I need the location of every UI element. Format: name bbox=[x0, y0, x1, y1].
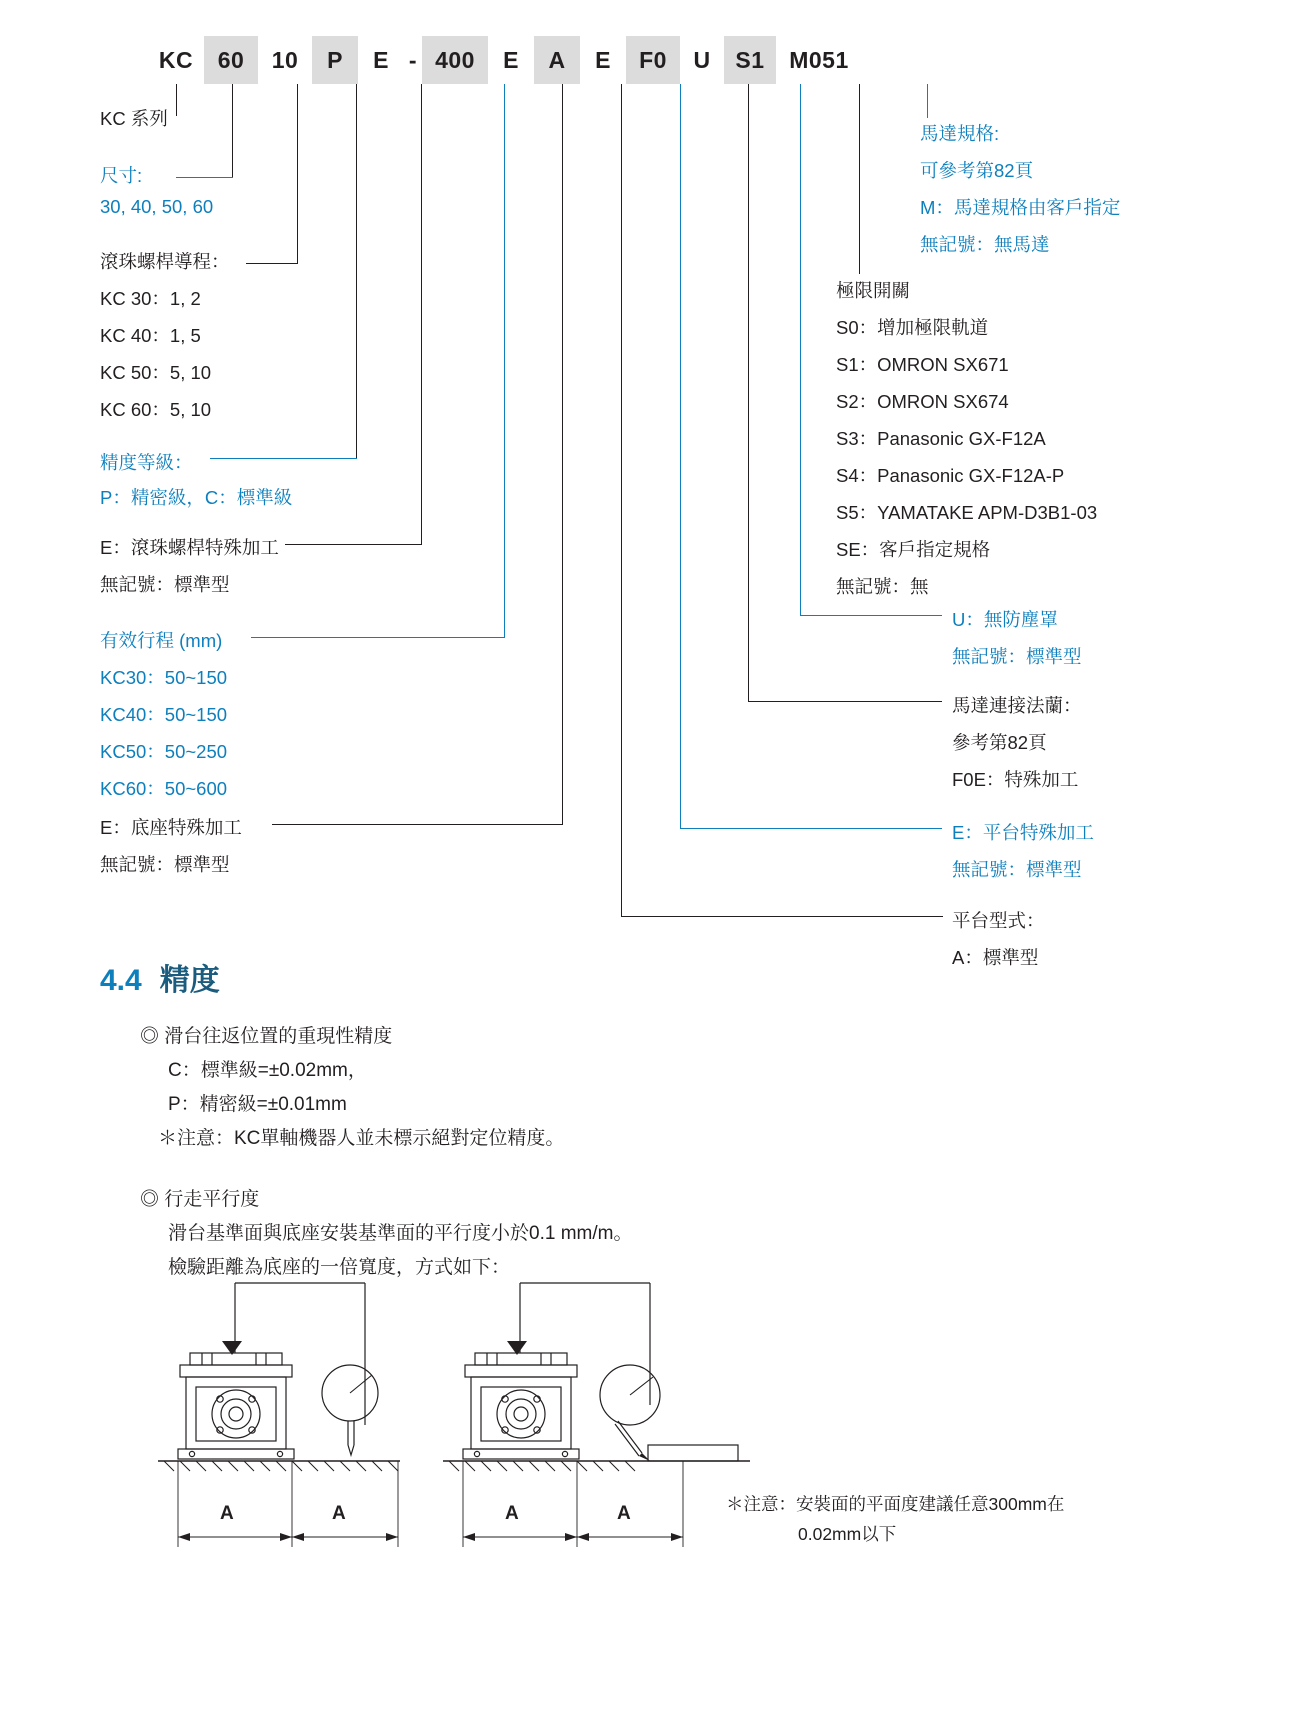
callout-flange-line-2: 參考第82頁 bbox=[952, 732, 1047, 753]
callout-limit-line-3: S1：OMRON SX671 bbox=[836, 354, 1009, 375]
callout-grade-line-2: P：精密級，C：標準級 bbox=[100, 487, 293, 508]
code-cell-stroke: 400 bbox=[422, 36, 488, 84]
callout-stroke-line-1: 有效行程 (mm) bbox=[100, 630, 223, 651]
section-title: 精度 bbox=[159, 964, 220, 997]
callout-lead-line-2: KC 30：1, 2 bbox=[100, 288, 201, 309]
code-cell-flange: F0 bbox=[626, 36, 680, 84]
callout-table-special-line-2: 無記號：標準型 bbox=[952, 859, 1082, 880]
accuracy-item-1-line-2: P：精密級=±0.01mm bbox=[168, 1094, 347, 1115]
leader-dust-horizontal bbox=[800, 615, 942, 616]
accuracy-item-1-title: ◎ 滑台往返位置的重現性精度 bbox=[140, 1026, 393, 1047]
callout-limit-line-8: SE：客戶指定規格 bbox=[836, 539, 991, 560]
accuracy-item-2 bbox=[140, 1183, 632, 1285]
leader-limit-vertical bbox=[859, 84, 860, 274]
callout-size-line-2: 30, 40, 50, 60 bbox=[100, 196, 214, 217]
leader-dust-vertical bbox=[800, 84, 801, 615]
code-cell-screw: E bbox=[358, 36, 404, 84]
callout-lead bbox=[100, 246, 230, 425]
callout-motor-line-2: 可參考第82頁 bbox=[920, 160, 1034, 181]
leader-base-vertical bbox=[562, 84, 563, 824]
accuracy-item-2-title: ◎ 行走平行度 bbox=[140, 1189, 260, 1210]
callout-limit-line-6: S4：Panasonic GX-F12A-P bbox=[836, 465, 1065, 486]
callout-motor-spec bbox=[920, 118, 1120, 260]
leader-screw-horizontal bbox=[285, 544, 422, 545]
callout-motor-line-4: 無記號：無馬達 bbox=[920, 234, 1050, 255]
code-cell-dash: - bbox=[404, 36, 422, 84]
accuracy-item-2-line-1: 滑台基準面與底座安裝基準面的平行度小於0.1 mm/m。 bbox=[168, 1223, 633, 1244]
callout-screw-line-1: E：滾珠螺桿特殊加工 bbox=[100, 537, 279, 558]
callout-size-line-1: 尺寸: bbox=[100, 165, 143, 186]
callout-motor-line-3: M：馬達規格由客戶指定 bbox=[920, 197, 1121, 218]
callout-limit-switch bbox=[836, 275, 1097, 602]
callout-screw-line-2: 無記號：標準型 bbox=[100, 574, 230, 595]
code-cell-table-type: A bbox=[534, 36, 580, 84]
callout-motor-flange bbox=[952, 690, 1082, 795]
leader-flange-horizontal bbox=[748, 701, 942, 702]
leader-flange-vertical bbox=[748, 84, 749, 701]
code-cell-limit: S1 bbox=[724, 36, 776, 84]
code-cell-size: 60 bbox=[204, 36, 258, 84]
callout-flange-line-1: 馬達連接法蘭： bbox=[952, 695, 1082, 716]
callout-motor-line-1: 馬達規格: bbox=[920, 123, 1000, 144]
callout-limit-line-1: 極限開關 bbox=[836, 280, 911, 301]
leader-table-special-horizontal bbox=[680, 828, 942, 829]
code-cell-base: E bbox=[488, 36, 534, 84]
dim-label-a-4: A bbox=[617, 1503, 631, 1524]
leader-lead-vertical bbox=[297, 84, 298, 263]
callout-stroke-line-2: KC30：50~150 bbox=[100, 667, 228, 688]
code-cell-table-special: E bbox=[580, 36, 626, 84]
callout-limit-line-5: S3：Panasonic GX-F12A bbox=[836, 428, 1046, 449]
leader-size-vertical bbox=[232, 84, 233, 177]
section-heading bbox=[100, 955, 220, 999]
code-cell-motor: M051 bbox=[776, 36, 862, 84]
accuracy-item-1-line-3: ＊注意：KC單軸機器人並未標示絕對定位精度。 bbox=[158, 1128, 565, 1149]
callout-base-line-2: 無記號：標準型 bbox=[100, 854, 230, 875]
accuracy-item-1-line-1: C：標準級=±0.02mm， bbox=[168, 1060, 367, 1081]
leader-stroke-vertical bbox=[504, 84, 505, 637]
callout-flange-line-3: F0E：特殊加工 bbox=[952, 769, 1079, 790]
callout-series-line-1: KC 系列 bbox=[100, 108, 168, 129]
callout-lead-line-4: KC 50：5, 10 bbox=[100, 362, 212, 383]
model-code-bar bbox=[148, 36, 862, 84]
leader-stroke-horizontal bbox=[251, 637, 505, 638]
callout-table-type bbox=[952, 905, 1045, 973]
callout-stroke-line-4: KC50：50~250 bbox=[100, 741, 228, 762]
callout-table-special-line-1: E：平台特殊加工 bbox=[952, 822, 1094, 843]
callout-stroke bbox=[100, 625, 227, 804]
callout-table-type-line-2: A：標準型 bbox=[952, 947, 1039, 968]
callout-size bbox=[100, 160, 213, 222]
dim-label-a-2: A bbox=[332, 1503, 346, 1524]
callout-limit-line-7: S5：YAMATAKE APM-D3B1-03 bbox=[836, 502, 1098, 523]
leader-grade-vertical bbox=[356, 84, 357, 458]
callout-lead-line-1: 滾珠螺桿導程： bbox=[100, 251, 230, 272]
leader-table-type-vertical bbox=[621, 84, 622, 916]
callout-dust-line-2: 無記號：標準型 bbox=[952, 646, 1082, 667]
section-number: 4.4 bbox=[100, 964, 142, 997]
leader-table-type-horizontal bbox=[621, 916, 943, 917]
callout-dust-line-1: U：無防塵罩 bbox=[952, 609, 1058, 630]
callout-table-type-line-1: 平台型式： bbox=[952, 910, 1045, 931]
code-cell-dust: U bbox=[680, 36, 724, 84]
callout-base-line-1: E：底座特殊加工 bbox=[100, 817, 242, 838]
code-cell-series: KC bbox=[148, 36, 204, 84]
callout-lead-line-3: KC 40：1, 5 bbox=[100, 325, 201, 346]
leader-table-special-vertical bbox=[680, 84, 681, 828]
callout-limit-line-9: 無記號：無 bbox=[836, 576, 929, 597]
callout-stroke-line-3: KC40：50~150 bbox=[100, 704, 228, 725]
callout-limit-line-2: S0：增加極限軌道 bbox=[836, 317, 989, 338]
callout-lead-line-5: KC 60：5, 10 bbox=[100, 399, 212, 420]
accuracy-item-1 bbox=[140, 1020, 564, 1156]
code-cell-grade: P bbox=[312, 36, 358, 84]
drawing-footnote bbox=[726, 1489, 1064, 1549]
callout-base-special bbox=[100, 812, 242, 880]
callout-limit-line-4: S2：OMRON SX674 bbox=[836, 391, 1009, 412]
callout-stroke-line-5: KC60：50~600 bbox=[100, 778, 228, 799]
leader-series-vertical bbox=[176, 84, 177, 116]
callout-grade bbox=[100, 447, 292, 513]
accuracy-item-2-line-2: 檢驗距離為底座的一倍寬度，方式如下： bbox=[168, 1257, 511, 1278]
dim-label-a-3: A bbox=[505, 1503, 519, 1524]
callout-series bbox=[100, 103, 168, 134]
drawing-footnote-line-1: ＊注意：安裝面的平面度建議任意300mm在 bbox=[726, 1494, 1065, 1514]
leader-base-horizontal bbox=[272, 824, 563, 825]
code-cell-lead: 10 bbox=[258, 36, 312, 84]
leader-lead-horizontal bbox=[246, 263, 298, 264]
callout-screw-special bbox=[100, 532, 279, 600]
dim-label-a-1: A bbox=[220, 1503, 234, 1524]
drawing-footnote-line-2: 0.02mm以下 bbox=[798, 1524, 897, 1544]
callout-table-special bbox=[952, 817, 1094, 885]
callout-grade-line-1: 精度等級： bbox=[100, 452, 193, 473]
callout-dust-cover bbox=[952, 604, 1082, 672]
leader-motor-vertical bbox=[927, 84, 928, 118]
leader-screw-vertical bbox=[421, 84, 422, 544]
